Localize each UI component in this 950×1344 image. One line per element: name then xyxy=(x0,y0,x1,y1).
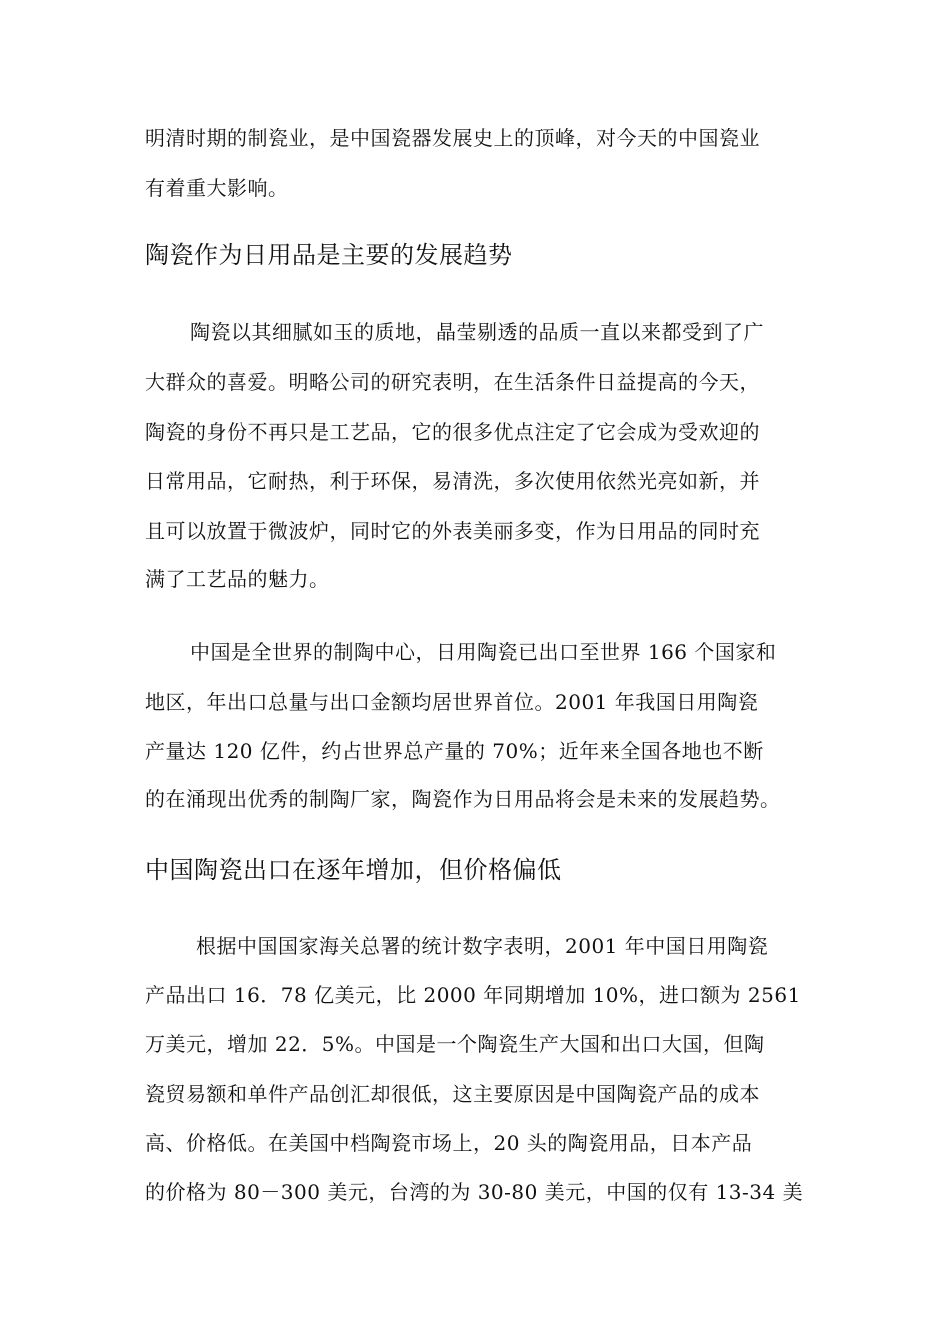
paragraph-line: 瓷贸易额和单件产品创汇却很低，这主要原因是中国陶瓷产品的成本 xyxy=(145,1082,760,1106)
paragraph-line: 产品出口 16．78 亿美元，比 2000 年同期增加 10%，进口额为 2561 xyxy=(145,983,801,1007)
paragraph-line: 根据中国国家海关总署的统计数字表明，2001 年中国日用陶瓷 xyxy=(196,934,769,958)
paragraph-line: 的在涌现出优秀的制陶厂家，陶瓷作为日用品将会是未来的发展趋势。 xyxy=(145,787,781,811)
paragraph-line: 的价格为 80－300 美元，台湾的为 30-80 美元，中国的仅有 13-34 美 xyxy=(145,1180,804,1204)
paragraph-line: 陶瓷的身份不再只是工艺品，它的很多优点注定了它会成为受欢迎的 xyxy=(145,420,760,444)
intro-line: 明清时期的制瓷业，是中国瓷器发展史上的顶峰，对今天的中国瓷业 xyxy=(145,126,760,150)
paragraph-line: 且可以放置于微波炉，同时它的外表美丽多变，作为日用品的同时充 xyxy=(145,519,760,543)
section-heading: 陶瓷作为日用品是主要的发展趋势 xyxy=(145,241,513,269)
paragraph-line: 高、价格低。在美国中档陶瓷市场上，20 头的陶瓷用品，日本产品 xyxy=(145,1131,753,1155)
paragraph-line: 中国是全世界的制陶中心，日用陶瓷已出口至世界 166 个国家和 xyxy=(190,640,777,664)
paragraph-line: 满了工艺品的魅力。 xyxy=(145,567,330,591)
paragraph-line: 陶瓷以其细腻如玉的质地，晶莹剔透的品质一直以来都受到了广 xyxy=(190,320,764,344)
paragraph-line: 大群众的喜爱。明略公司的研究表明，在生活条件日益提高的今天， xyxy=(145,370,760,394)
intro-line: 有着重大影响。 xyxy=(145,176,289,200)
paragraph-line: 日常用品，它耐热，利于环保，易清洗，多次使用依然光亮如新，并 xyxy=(145,469,760,493)
section-heading: 中国陶瓷出口在逐年增加，但价格偏低 xyxy=(145,856,562,884)
paragraph-line: 万美元，增加 22．5%。中国是一个陶瓷生产大国和出口大国，但陶 xyxy=(145,1032,765,1056)
paragraph-line: 产量达 120 亿件，约占世界总产量的 70%；近年来全国各地也不断 xyxy=(145,739,764,763)
paragraph-line: 地区，年出口总量与出口金额均居世界首位。2001 年我国日用陶瓷 xyxy=(145,690,759,714)
